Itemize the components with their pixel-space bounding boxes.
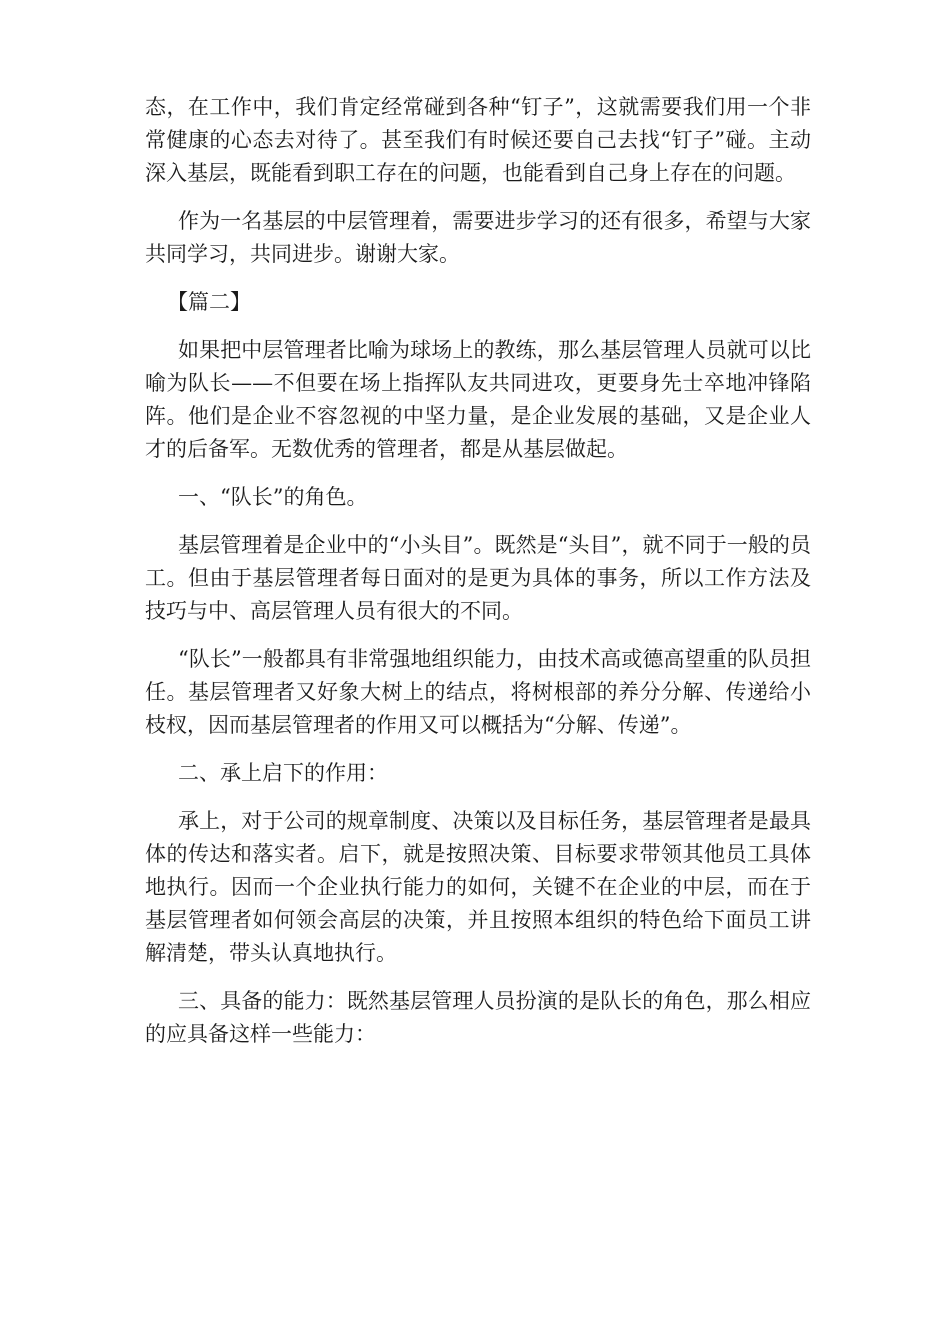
heading-bridging-role: 二、承上启下的作用： <box>178 761 388 785</box>
paragraph-closing: 作为一名基层的中层管理着，需要进步学习的还有很多，希望与大家共同学习，共同进步。谢谢大家。 <box>145 209 811 266</box>
paragraph-captain-ability: “队长”一般都具有非常强地组织能力，由技术高或德高望重的队员担任。基层管理者又好象大树上的结点，将树根部的养分分解、传递给小枝杈，因而基层管理者的作用又可以概括为“分解、传递”。 <box>145 647 811 737</box>
section-heading-part-two: 【篇二】 <box>167 290 251 314</box>
paragraph-intro: 如果把中层管理者比喻为球场上的教练，那么基层管理人员就可以比喻为队长——不但要在场上指挥队友共同进攻，更要身先士卒地冲锋陷阵。他们是企业不容忽视的中坚力量，是企业发展的基础，又是企业人才的后备军。无数优秀的管理者，都是从基层做起。 <box>145 338 811 461</box>
heading-required-abilities: 三、具备的能力：既然基层管理人员扮演的是队长的角色，那么相应的应具备这样一些能力： <box>145 989 811 1046</box>
paragraph-bridging: 承上，对于公司的规章制度、决策以及目标任务，基层管理者是最具体的传达和落实者。启下，就是按照决策、目标要求带领其他员工具体地执行。因而一个企业执行能力的如何，关键不在企业的中层，而在于基层管理者如何领会高层的决策，并且按照本组织的特色给下面员工讲解清楚，带头认真地执行。 <box>145 809 811 965</box>
paragraph-small-leader: 基层管理着是企业中的“小头目”。既然是“头目”，就不同于一般的员工。但由于基层管理者每日面对的是更为具体的事务，所以工作方法及技巧与中、高层管理人员有很大的不同。 <box>145 533 811 623</box>
paragraph-continued: 态，在工作中，我们肯定经常碰到各种“钉子”，这就需要我们用一个非常健康的心态去对待了。甚至我们有时候还要自己去找“钉子”碰。主动深入基层，既能看到职工存在的问题，也能看到自己身上存在的问题。 <box>145 95 811 185</box>
heading-captain-role: 一、“队长”的角色。 <box>178 485 368 509</box>
document-body <box>145 91 811 1066</box>
